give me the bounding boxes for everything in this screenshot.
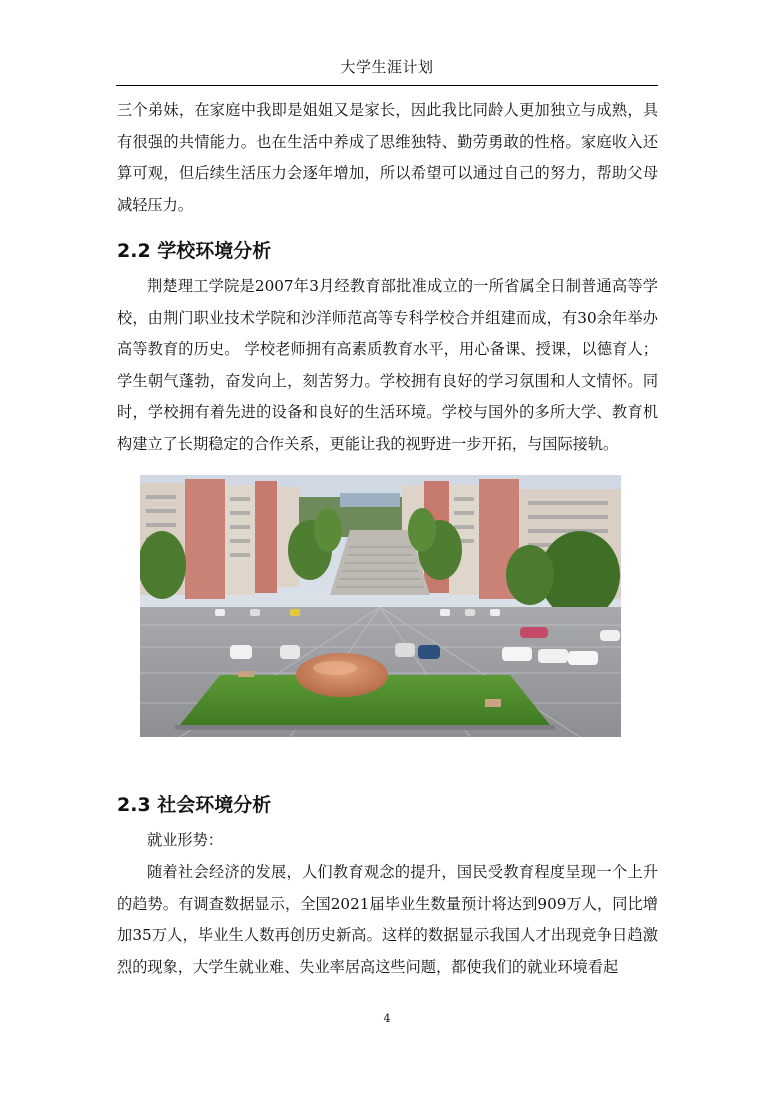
page-number: 4 bbox=[383, 1012, 391, 1025]
paragraph-social-analysis: 随着社会经济的发展，人们教育观念的提升，国民受教育程度呈现一个上升的趋势。有调查数据显示，全国2021届毕业生数量预计将达到909万人，同比增加35万人，毕业生人数再创历史新高。这样的数据显示我国人才出现竞争日趋激烈的现象，大学生就业难、失业率居高这些问题，都使我们的就业环境看起 bbox=[117, 863, 658, 976]
paragraph-family-background: 三个弟妹，在家庭中我即是姐姐又是家长，因此我比同龄人更加独立与成熟，具有很强的共情能力。也在生活中养成了思维独特、勤劳勇敢的性格。家庭收入还算可观，但后续生活压力会逐年增加，所以希望可以通过自己的努力，帮助父母减轻压力。 bbox=[117, 101, 658, 214]
page-header-title: 大学生涯计划 bbox=[340, 58, 434, 76]
paragraph-employment-situation-label: 就业形势： bbox=[147, 831, 223, 849]
section-heading-social-environment: 2.3 社会环境分析 bbox=[117, 794, 272, 816]
campus-photo bbox=[140, 475, 621, 737]
section-heading-school-environment: 2.2 学校环境分析 bbox=[117, 240, 272, 262]
paragraph-school-description: 荆楚理工学院是2007年3月经教育部批准成立的一所省属全日制普通高等学校，由荆门职业技术学院和沙洋师范高等专科学校合并组建而成，有30余年举办高等教育的历史。 学校老师拥有高素质教育水平，用心备课、授课，以德育人；学生朝气蓬勃，奋发向上，刻苦努力。学校拥有良好的学习氛围和人文情怀。同时，学校拥有着先进的设备和良好的生活环境。学校与国外的多所大学、教育机构建立了长期稳定的合作关系，更能让我的视野进一步开拓，与国际接轨。 bbox=[117, 277, 658, 453]
header-divider bbox=[116, 85, 658, 86]
